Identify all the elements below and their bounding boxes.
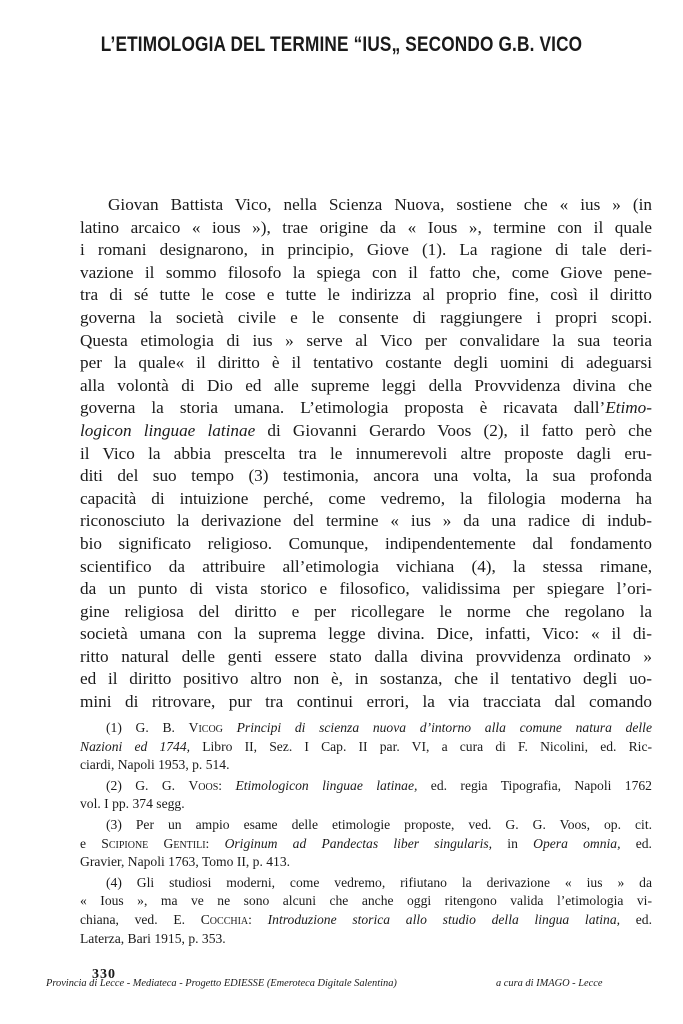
- body-text-run: governa la storia umana. L’etimologia proposta è ricavata dall’: [80, 398, 606, 418]
- body-line: vazione il sommo filosofo la spiega con il fatto che, come Giove pene-: [80, 262, 652, 282]
- body-line: i romani designarono, in principio, Giove (1). La ragione di tale deri-: [80, 240, 652, 260]
- footer-credit-right: a cura di IMAGO - Lecce: [496, 978, 603, 989]
- footnote-line: vol. I pp. 374 segg.: [80, 796, 185, 812]
- footnote-title: Principi di scienza nuova d’intorno alla comune natura delle: [236, 720, 652, 735]
- body-line: mini di ritrovare, pur tra continui errori, la via tracciata dal comando: [80, 692, 652, 712]
- footnote-line: [80, 719, 652, 738]
- body-line: diti del suo tempo (3) testimonia, ancora una volta, la sua profonda: [80, 466, 652, 486]
- body-line: alla volontà di Dio ed alle supreme leggi della Provvidenza divina che: [80, 375, 652, 395]
- footnote-line: [80, 777, 652, 796]
- body-line: società umana con la suprema legge divina. Dice, infatti, Vico: « il di-: [80, 624, 652, 644]
- footnote-title: Originum ad Pandectas liber singularis,: [224, 835, 493, 851]
- body-paragraph: [80, 194, 652, 714]
- footnote-author: Cocchia: [200, 911, 249, 927]
- body-line-mixed: [80, 397, 652, 420]
- footnote-author: Voos: [188, 777, 219, 793]
- body-line: da un punto di vista storico e filosofico, validissima per spiegare l’ori-: [80, 579, 652, 599]
- body-line: gine religiosa del diritto e per ricollegare le norme che regolano la: [80, 601, 652, 621]
- body-line-mixed: [80, 420, 652, 443]
- footnote-author: Scipione Gentili: [101, 835, 206, 851]
- footnote-number: (2) G. G.: [106, 777, 189, 793]
- footnote-text: ed.: [620, 911, 653, 927]
- footnote-title: Introduzione storica allo studio della lingua latina,: [267, 911, 621, 927]
- body-line: capacità di intuizione perché, come vedremo, la filologia moderna ha: [80, 488, 652, 508]
- body-line: riconosciuto la derivazione del termine « ius » da una radice di indub-: [80, 511, 652, 531]
- body-text-run: di Giovanni Gerardo Voos (2), il fatto però che: [255, 420, 652, 440]
- page-number: 330: [92, 967, 116, 982]
- footnote-3: [80, 816, 652, 872]
- footnote-line: ciardi, Napoli 1953, p. 514.: [80, 757, 230, 773]
- body-italic-run: logicon linguae latinae: [80, 420, 256, 440]
- footnote-line: (4) Gli studiosi moderni, come vedremo, rifiutano la derivazione « ius » da: [106, 874, 652, 890]
- footnote-2: [80, 777, 652, 814]
- body-line: tra di sé tutte le cose e tutte le indirizza al proprio fine, così il diritto: [80, 285, 652, 305]
- footnote-text: :: [218, 777, 236, 793]
- footnote-line: [80, 738, 652, 757]
- footnote-title: Nazioni ed 1744,: [80, 738, 191, 754]
- footnote-4: [80, 874, 652, 948]
- footnote-line: Laterza, Bari 1915, p. 353.: [80, 930, 226, 946]
- body-line: il Vico la abbia prescelta tra le innumerevoli altre proposte dagli eru-: [80, 443, 652, 463]
- footnote-text: e: [80, 835, 102, 851]
- footnote-1: [80, 719, 652, 775]
- footnote-text: :: [205, 835, 225, 851]
- footnote-text: ed. regia Tipografia, Napoli 1762: [417, 777, 652, 793]
- footnote-line: (3) Per un ampio esame delle etimologie proposte, ved. G. G. Voos, op. cit.: [106, 816, 652, 832]
- footnote-title: Opera omnia,: [533, 835, 621, 851]
- footnote-text: in: [492, 835, 534, 851]
- body-line: scientifico da attribuire all’etimologia vichiana (4), la stessa rimane,: [80, 556, 652, 576]
- body-line: per la quale« il diritto è il tentativo costante degli uomini di adeguarsi: [80, 353, 652, 373]
- article-title: L’ETIMOLOGIA DEL TERMINE “IUS„ SECONDO G.B. VICO: [100, 33, 583, 56]
- body-line: latino arcaico « ious »), trae origine da « Ious », termine con il quale: [80, 217, 652, 237]
- footnote-line: [80, 911, 652, 930]
- footnote-author: Vicog: [188, 720, 223, 735]
- body-italic-run: Etimo-: [605, 398, 652, 418]
- footnote-line: « Ious », ma ve ne sono alcuni che anche oggi ritengono valida l’etimologia vi-: [80, 893, 652, 909]
- body-line: ed il diritto positivo altro non è, in sostanza, che il tentativo degli uo-: [80, 669, 652, 689]
- footnote-title: Etimologicon linguae latinae,: [235, 777, 418, 793]
- body-line: Questa etimologia di ius » serve al Vico per convalidare la sua teoria: [80, 330, 652, 350]
- footnote-number: (1) G. B.: [106, 720, 189, 735]
- body-line: Giovan Battista Vico, nella Scienza Nuova, sostiene che « ius » (in: [108, 195, 652, 214]
- footnote-text: :: [248, 911, 268, 927]
- footer-credit-left: Provincia di Lecce - Mediateca - Progetto EDIESSE (Emeroteca Digitale Salentina): [46, 978, 397, 989]
- body-line: governa la società civile e le consente di raggiungere i propri scopi.: [80, 307, 652, 327]
- footnote-text: chiana, ved. E.: [80, 911, 201, 927]
- footnote-text: Libro II, Sez. I Cap. II par. VI, a cura di F. Nicolini, ed. Ric-: [190, 738, 653, 754]
- footnotes: [80, 719, 652, 950]
- footnote-text: ed.: [620, 835, 652, 851]
- body-line: ritto natural delle genti essere stato dalla divina provvidenza ordinato »: [80, 646, 652, 666]
- footnote-line: [80, 835, 652, 854]
- footnote-line: Gravier, Napoli 1763, Tomo II, p. 413.: [80, 854, 291, 870]
- body-line: bio significato religioso. Comunque, indipendentemente dal fondamento: [80, 533, 652, 553]
